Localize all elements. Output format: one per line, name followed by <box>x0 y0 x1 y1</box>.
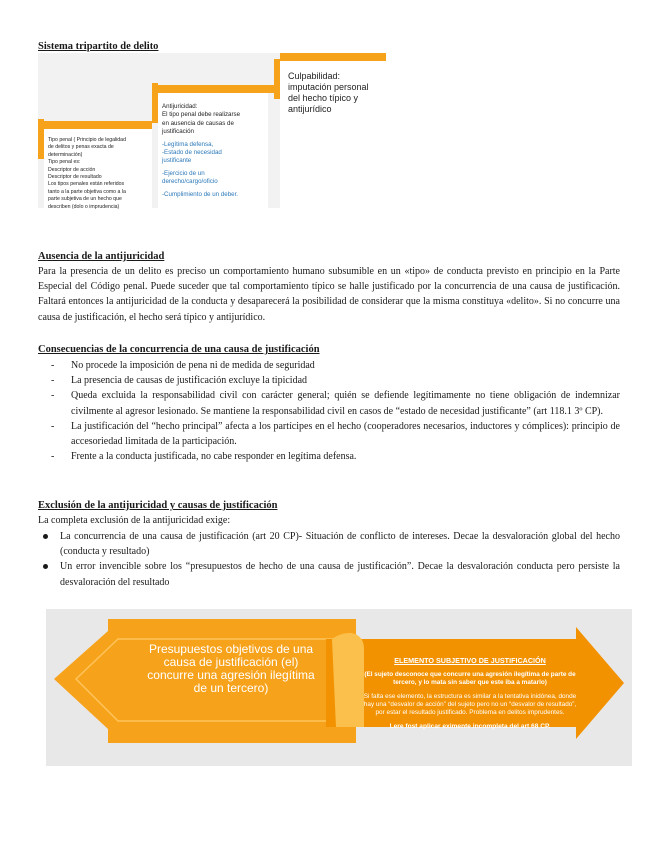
antijuricidad-text: Antijuricidad: El tipo penal debe realizarse en ausencia de causas de justificación -Legítima defensa, -Estado de necesidad justificante -Ejercicio de un derecho/cargo/oficio -Cumplimiento de un deber. <box>162 103 241 198</box>
list-item: La concurrencia de una causa de justificación (art 20 CP)- Situación de conflicto de intereses. Decae la desvaloración global del hecho (conducta y resultado) <box>38 529 620 559</box>
list-item: - Queda excluida la responsabilidad civil con carácter general; quién se defiende legítimamente no tiene obligación de indemnizar civilmente al agresor lesionado. Se mantiene la responsabilidad civil en casos de “estado de necesidad justificante” (art 118.1 3º CP). <box>38 388 620 418</box>
elemento-subjetivo-final: Lere fost aplicar eximente incompleta del art 68 CP. <box>389 723 551 730</box>
list-item: - Frente a la conducta justificada, no cabe responder en legítima defensa. <box>38 449 620 464</box>
list-item: - La presencia de causas de justificación excluye la tipicidad <box>38 373 620 388</box>
antijuricidad-tab <box>158 85 276 93</box>
culpabilidad-tab <box>280 53 386 61</box>
elemento-subjetivo-desc: (El sujeto desconoce que concurre una agresión ilegítima de parte de tercero, y lo mata sin saber que este iba a matarlo) <box>364 671 576 686</box>
tipicidad-tab <box>44 121 152 129</box>
tripartite-staircase-figure <box>38 53 386 208</box>
exclusion-list <box>38 529 620 590</box>
ausencia-antijuricidad-paragraph: Para la presencia de un delito es preciso un comportamiento humano subsumible en un «tipo» de conducta previsto en principio en la Parte Especial del Código penal. Puede suceder que tal comportamiento típico se halle justificado por la concurrencia de una causa de justificación. Faltará entonces la antijuricidad de la conducta y desaparecerá la posibilidad de considerar que la misma constituya «delito». Si no concurre una causa de justificación, el hecho será típico y antijurídico. <box>38 266 620 323</box>
section-title-sistema-tripartito: Sistema tripartito de delito <box>38 41 159 52</box>
tipicidad-text: Tipo penal ( Principio de legalidad de delitos y penas exacta de determinación) Tipo penal es: Descriptor de acción Descriptor de resultado Los tipos penales están referidos tanto a la parte objetiva como a la parte subjetiva de un hecho que describen (dolo o imprudencia) <box>48 137 126 210</box>
exclusion-intro: La completa exclusión de la antijuricidad exige: <box>38 515 231 526</box>
list-item: Un error invencible sobre los “presupuestos de hecho de una causa de justificación”. Decae la desvaloración conducta pero persiste la desvaloración del resultado <box>38 559 620 589</box>
list-item: - La justificación del “hecho principal” afecta a los partícipes en el hecho (cooperadores necesarios, inductores y cómplices): principio de accesoriedad limitada de la participación. <box>38 419 620 449</box>
section-title-consecuencias: Consecuencias de la concurrencia de una causa de justificación <box>38 344 320 355</box>
consecuencias-list <box>38 358 620 464</box>
elemento-subjetivo-note: Si falta ese elemento, la estructura es similar a la tentativa inidónea, donde hay una “desvalor de acción” del sujeto pero no un “desvalor de resultado”, por estar el resultado justificado. Problema en delitos imprudentes. <box>363 693 577 716</box>
elemento-subjetivo-title: ELEMENTO SUBJETIVO DE JUSTIFICACIÓN <box>394 656 546 665</box>
section-title-exclusion: Exclusión de la antijuricidad y causas de justificación <box>38 500 278 511</box>
left-arrow-text: Presupuestos objetivos de una causa de justificación (el) concurre una agresión ilegítima de un tercero) <box>147 642 315 695</box>
culpabilidad-text: Culpabilidad: imputación personal del hecho típico y antijurídico <box>288 71 369 114</box>
justification-arrows-figure <box>46 609 632 766</box>
right-arrow-text <box>362 656 578 731</box>
list-item: - No procede la imposición de pena ni de medida de seguridad <box>38 358 620 373</box>
section-title-ausencia-antijuricidad: Ausencia de la antijuricidad <box>38 251 165 262</box>
